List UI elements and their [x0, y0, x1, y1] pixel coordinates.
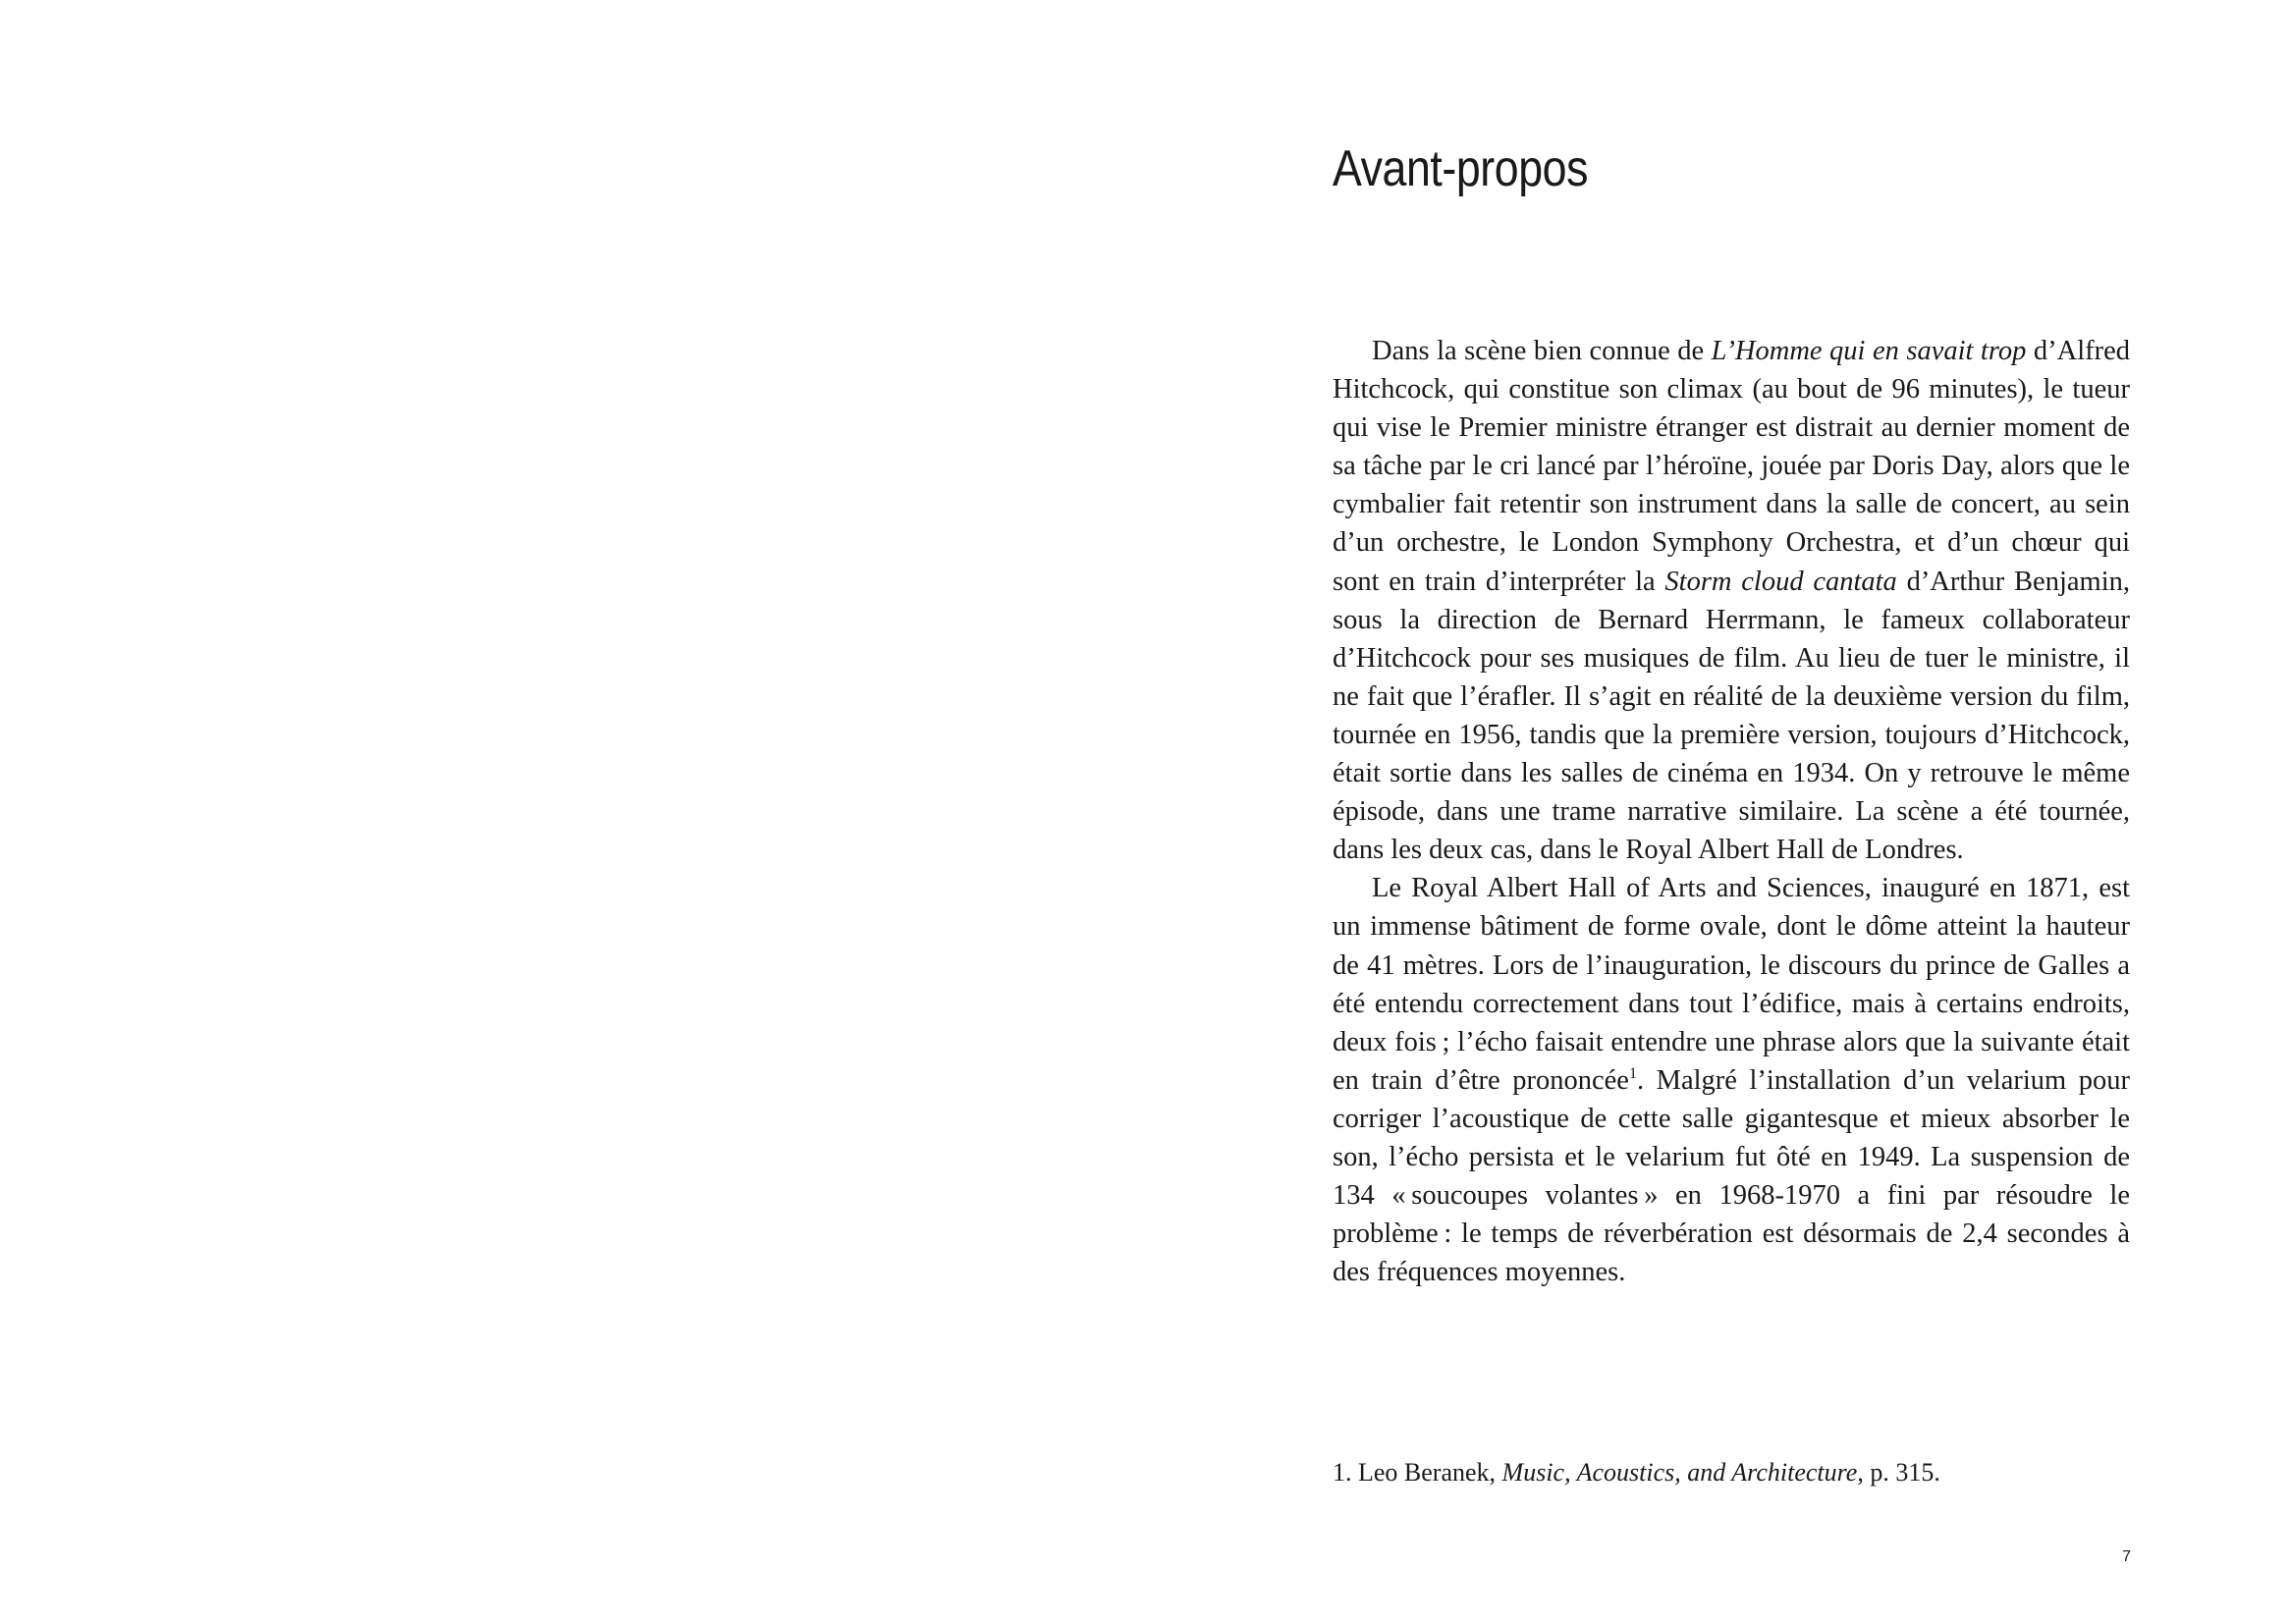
page-number: 7 [2122, 1548, 2131, 1565]
paragraph-1-text-a: d’Alfred Hitchcock, qui constitue son climax (au bout de 96 minutes), le tueur qui vise le Premier ministre étranger est distrait au dernier moment de sa tâche par le cri lancé par l’héroïne, jouée par Doris Day, alors que le cymbalier fait retentir son instrument dans la salle de concert, au sein d’un orchestre, le London Symphony Orchestra, et d’un chœur qui sont en train d’interpréter la [1333, 336, 2131, 597]
footnote-suffix: , p. 315. [1857, 1458, 1940, 1487]
paragraph-2-text-a: Le Royal Albert Hall of Arts and Sciences, inauguré en 1871, est un immense bâtiment de forme ovale, dont le dôme atteint la hauteur de 41 mètres. Lors de l’inauguration, le discours du prince de Galles a été entendu correctement dans tout l’édifice, mais à certains endroits, deux fois ; l’écho faisait entendre une phrase alors que la suivante était en train d’être prononcée [1333, 873, 2130, 1096]
body-text [1333, 332, 2130, 1291]
paragraph-1-intro: Dans la scène bien connue de [1372, 336, 1712, 366]
cantata-title: Storm cloud cantata [1664, 566, 1897, 597]
paragraph-1-text-b: d’Arthur Benjamin, sous la direction de Bernard Herrmann, le fameux collaborateur d’Hitchcock pour ses musiques de film. Au lieu de tuer le ministre, il ne fait que l’érafler. Il s’agit en réalité de la deuxième version du film, tournée en 1956, tandis que la première version, toujours d’Hitchcock, était sortie dans les salles de cinéma en 1934. On y retrouve le même épisode, dans une trame narrative similaire. La scène a été tournée, dans les deux cas, dans le Royal Albert Hall de Londres. [1333, 566, 2130, 866]
paragraph-1 [1333, 332, 2130, 869]
paragraph-2-text-b: . Malgré l’installation d’un velarium pour corriger l’acoustique de cette salle gigantesque et mieux absorber le son, l’écho persista et le velarium fut ôté en 1949. La suspension de 134 « soucoupes volantes » en 1968-1970 a fini par résoudre le problème : le temps de réverbération est désormais de 2,4 secondes à des fréquences moyennes. [1333, 1064, 2131, 1288]
left-page-blank [0, 0, 1144, 1624]
footnote-prefix: 1. Leo Beranek, [1333, 1458, 1502, 1487]
paragraph-2 [1333, 869, 2130, 1291]
footnote-reference[interactable]: 1 [1628, 1064, 1637, 1082]
footnote [1333, 1455, 2130, 1490]
footnote-book-title: Music, Acoustics, and Architecture [1501, 1458, 1858, 1487]
chapter-title: Avant-propos [1333, 140, 1589, 197]
film-title: L’Homme qui en savait trop [1711, 336, 2027, 366]
